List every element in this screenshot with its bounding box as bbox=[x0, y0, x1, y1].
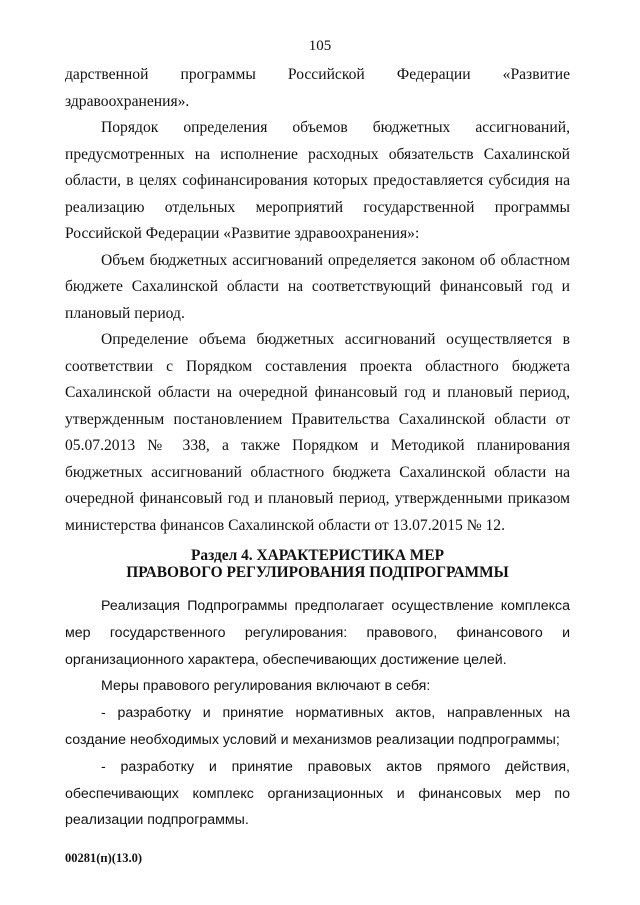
paragraph-measures-intro: Меры правового регулирования включают в себя: bbox=[101, 678, 431, 695]
list-item-direct-acts: - разработку и принятие правовых актов прямого действия, обеспечивающих комплекс организационных и финансовых мер по реализации подпрограммы. bbox=[65, 758, 570, 829]
paragraph-determination: Определение объема бюджетных ассигнований осуществляется в соответствии с Порядком составления проекта областного бюджета Сахалинской области на очередной финансовый год и плановый период, утвержденным постановлением Правительства Сахалинской области от 05.07.2013 № 338, а также Порядком и Методикой планирования бюджетных ассигнований областного бюджета Сахалинской области на очередной финансовый год и плановый период, утвержденными приказом министерства финансов Сахалинской области от 13.07.2015 № 12. bbox=[65, 331, 570, 534]
paragraph-procedure: Порядок определения объемов бюджетных ассигнований, предусмотренных на исполнение расходных обязательств Сахалинской области, в целях софинансирования которых предоставляется субсидия на реализацию отдельных мероприятий государственной программы Российской Федерации «Развитие здравоохранения»: bbox=[65, 119, 570, 242]
paragraph-volume: Объем бюджетных ассигнований определяется законом об областном бюджете Сахалинской области на соответствующий финансовый год и плановый период. bbox=[65, 251, 570, 322]
page-number: 105 bbox=[308, 38, 332, 54]
paragraph-implementation: Реализация Подпрограммы предполагает осуществление комплекса мер государственного регулирования: правового, финансового и организационного характера, обеспечивающих достижение целей. bbox=[65, 598, 570, 668]
document-code: 00281(п)(13.0) bbox=[65, 851, 142, 865]
paragraph-continuation: дарственной программы Российской Федерации «Развитие здравоохранения». bbox=[65, 66, 570, 110]
section-heading bbox=[65, 547, 570, 581]
list-item-normative-acts: - разработку и принятие нормативных актов, направленных на создание необходимых условий и механизмов реализации подпрограммы; bbox=[65, 705, 570, 748]
section-heading-line-2: ПРАВОВОГО РЕГУЛИРОВАНИЯ ПОДПРОГРАММЫ bbox=[126, 564, 509, 581]
body-text bbox=[65, 62, 570, 539]
section-heading-line-1: Раздел 4. ХАРАКТЕРИСТИКА МЕР bbox=[191, 547, 444, 564]
section-text bbox=[65, 593, 570, 834]
